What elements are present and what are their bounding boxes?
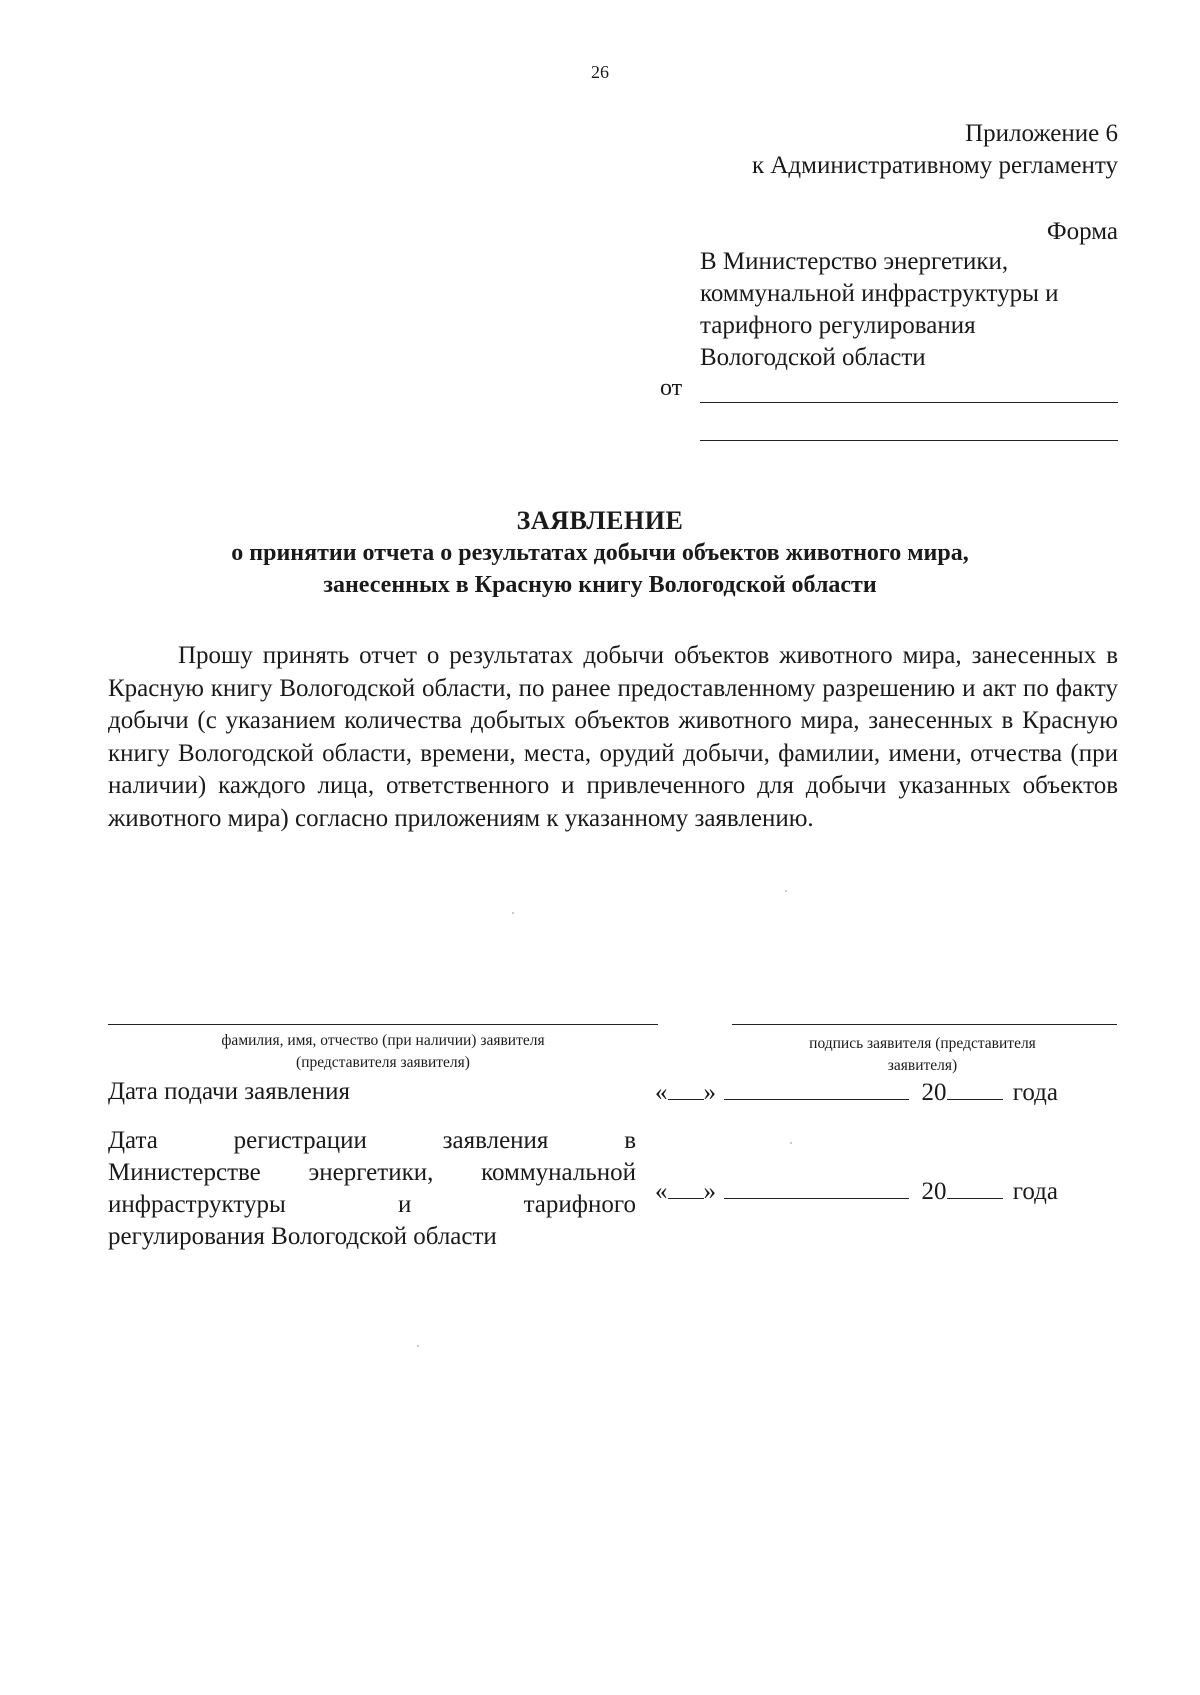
- sender-name-line-2[interactable]: [700, 440, 1118, 441]
- applicant-signature-line[interactable]: [732, 1024, 1117, 1025]
- appendix-line-1: Приложение 6: [965, 120, 1118, 147]
- century-text: 20: [921, 1178, 947, 1205]
- day-blank[interactable]: [668, 1178, 704, 1199]
- caption-line: заявителя): [887, 1057, 958, 1074]
- submission-date-field[interactable]: [655, 1077, 1058, 1109]
- quote-open: «: [655, 1178, 668, 1205]
- appendix-line-2: к Административному регламенту: [751, 152, 1118, 179]
- recipient-line: коммунальной инфраструктуры и: [700, 280, 1059, 307]
- form-label: Форма: [1046, 218, 1118, 245]
- applicant-name-line[interactable]: [108, 1024, 658, 1025]
- caption-line: фамилия, имя, отчество (при наличии) заявителя: [221, 1032, 545, 1049]
- quote-close: »: [703, 1079, 716, 1106]
- year-word: года: [1012, 1178, 1058, 1205]
- recipient-line: тарифного регулирования: [700, 312, 976, 339]
- title-subtitle-line-2: занесенных в Красную книгу Вологодской области: [323, 572, 877, 598]
- caption-line: подпись заявителя (представителя: [809, 1035, 1036, 1052]
- registration-date-field[interactable]: [655, 1176, 1058, 1208]
- registration-label-line: Министерстве энергетики, коммунальной: [108, 1159, 636, 1186]
- year-blank[interactable]: [947, 1079, 1003, 1100]
- quote-close: »: [703, 1178, 716, 1205]
- year-word: года: [1012, 1079, 1058, 1106]
- day-blank[interactable]: [668, 1079, 704, 1100]
- title-main: ЗАЯВЛЕНИЕ: [516, 506, 684, 535]
- registration-label-line: регулирования Вологодской области: [108, 1223, 497, 1250]
- appendix-reference: [558, 118, 1118, 182]
- applicant-signature-caption: [730, 1033, 1115, 1077]
- recipient-line: Вологодской области: [700, 344, 926, 371]
- sender-name-line-1[interactable]: [700, 402, 1118, 403]
- scan-speck: [417, 1345, 419, 1347]
- registration-label-line: Дата регистрации заявления в: [108, 1127, 636, 1154]
- applicant-name-caption: [108, 1030, 658, 1074]
- month-blank[interactable]: [724, 1079, 909, 1100]
- month-blank[interactable]: [724, 1178, 909, 1199]
- century-text: 20: [921, 1079, 947, 1106]
- scan-speck: [785, 890, 787, 892]
- recipient-line: В Министерство энергетики,: [700, 248, 1009, 275]
- from-label: от: [660, 375, 683, 401]
- quote-open: «: [655, 1079, 668, 1106]
- scan-speck: [790, 1142, 792, 1144]
- recipient-block: [700, 246, 1140, 374]
- caption-line: (представителя заявителя): [296, 1054, 470, 1071]
- registration-date-label: [108, 1125, 636, 1253]
- scan-speck: [512, 912, 514, 914]
- title-subtitle-line-1: о принятии отчета о результатах добычи объектов животного мира,: [231, 540, 969, 566]
- page-number: 26: [591, 62, 609, 82]
- submission-date-label: Дата подачи заявления: [108, 1078, 351, 1105]
- application-body: Прошу принять отчет о результатах добычи объектов животного мира, занесенных в Красную книгу Вологодской области, по ранее предоставленному разрешению и акт по факту добычи (с указанием количества добытых объектов животного мира, занесенных в Красную книгу Вологодской области, времени, места, орудий добычи, фамилии, имени, отчества (при наличии) каждого лица, ответственного и привлеченного для добычи указанных объектов животного мира) согласно приложениям к указанному заявлению.: [108, 642, 1118, 832]
- registration-label-line: инфраструктуры и тарифного: [108, 1191, 636, 1218]
- year-blank[interactable]: [947, 1178, 1003, 1199]
- document-title: [0, 505, 1200, 601]
